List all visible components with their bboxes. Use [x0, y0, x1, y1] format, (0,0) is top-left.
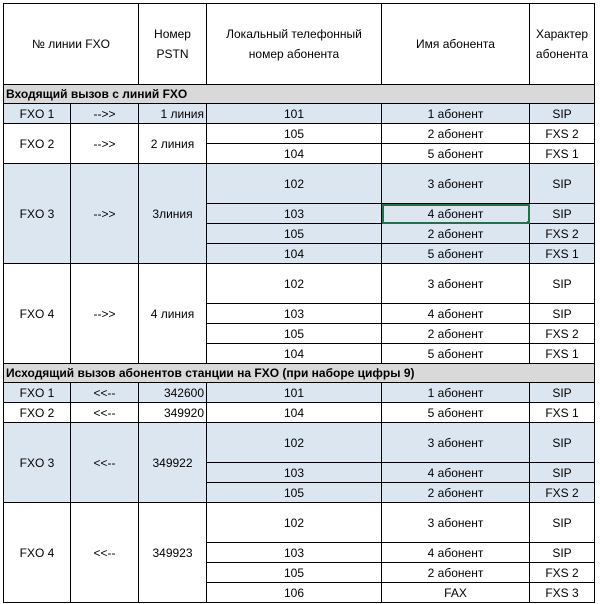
local-number-cell[interactable]: 104	[207, 403, 382, 423]
subscriber-type-cell[interactable]: FXS 1	[530, 344, 595, 364]
subscriber-name-cell[interactable]: 1 абонент	[382, 383, 530, 403]
fxo-routing-table	[3, 3, 595, 603]
header-row	[4, 4, 595, 85]
local-number-cell[interactable]: 101	[207, 383, 382, 403]
local-number-cell[interactable]: 102	[207, 164, 382, 204]
subscriber-name-cell[interactable]: 4 абонент	[382, 463, 530, 483]
local-number-cell[interactable]: 104	[207, 344, 382, 364]
subscriber-name-cell[interactable]: 4 абонент	[382, 304, 530, 324]
pstn-cell[interactable]: 2 линия	[139, 124, 207, 164]
section-title[interactable]: Входящий вызов с линий FXO	[4, 85, 595, 104]
subscriber-name-cell[interactable]: 3 абонент	[382, 264, 530, 304]
section-row	[4, 85, 595, 104]
table-row	[4, 104, 595, 124]
local-number-cell[interactable]: 103	[207, 543, 382, 563]
fxo-line-cell[interactable]: FXO 2	[4, 124, 71, 164]
local-number-cell[interactable]: 103	[207, 304, 382, 324]
local-number-cell[interactable]: 106	[207, 583, 382, 603]
direction-cell[interactable]: -->>	[71, 124, 139, 164]
subscriber-name-cell[interactable]: 2 абонент	[382, 563, 530, 583]
local-number-cell[interactable]: 105	[207, 483, 382, 503]
pstn-cell[interactable]: 3линия	[139, 164, 207, 264]
header-subscriber-name[interactable]: Имя абонента	[382, 4, 530, 85]
local-number-cell[interactable]: 102	[207, 503, 382, 543]
table-row	[4, 164, 595, 204]
subscriber-name-cell[interactable]: 2 абонент	[382, 124, 530, 144]
header-local-number[interactable]: Локальный телефонный номер абонента	[207, 4, 382, 85]
local-number-cell[interactable]: 104	[207, 244, 382, 264]
local-number-cell[interactable]: 103	[207, 204, 382, 224]
subscriber-type-cell[interactable]: SIP	[530, 164, 595, 204]
subscriber-type-cell[interactable]: SIP	[530, 264, 595, 304]
local-number-cell[interactable]: 105	[207, 563, 382, 583]
subscriber-name-cell[interactable]: 5 абонент	[382, 403, 530, 423]
subscriber-name-cell[interactable]: FAX	[382, 583, 530, 603]
local-number-cell[interactable]: 105	[207, 224, 382, 244]
subscriber-name-cell[interactable]: 2 абонент	[382, 483, 530, 503]
subscriber-type-cell[interactable]: FXS 2	[530, 224, 595, 244]
local-number-cell[interactable]: 105	[207, 324, 382, 344]
subscriber-name-cell[interactable]: 5 абонент	[382, 144, 530, 164]
pstn-cell[interactable]: 349923	[139, 503, 207, 603]
subscriber-type-cell[interactable]: SIP	[530, 204, 595, 224]
subscriber-name-cell[interactable]: 2 абонент	[382, 324, 530, 344]
subscriber-name-cell[interactable]: 1 абонент	[382, 104, 530, 124]
subscriber-type-cell[interactable]: SIP	[530, 304, 595, 324]
subscriber-type-cell[interactable]: FXS 1	[530, 244, 595, 264]
direction-cell[interactable]: <<--	[71, 423, 139, 503]
header-fxo-line[interactable]: № линии FXO	[4, 4, 139, 85]
pstn-cell[interactable]: 349922	[139, 423, 207, 503]
direction-cell[interactable]: <<--	[71, 503, 139, 603]
table-row	[4, 124, 595, 144]
subscriber-name-cell[interactable]: 3 абонент	[382, 164, 530, 204]
section-row	[4, 364, 595, 383]
fxo-line-cell[interactable]: FXO 4	[4, 503, 71, 603]
subscriber-type-cell[interactable]: FXS 1	[530, 144, 595, 164]
section-title[interactable]: Исходящий вызов абонентов станции на FXO (при наборе цифры 9)	[4, 364, 595, 383]
direction-cell[interactable]: -->>	[71, 104, 139, 124]
local-number-cell[interactable]: 102	[207, 423, 382, 463]
table-row	[4, 423, 595, 463]
subscriber-name-cell[interactable]: 5 абонент	[382, 344, 530, 364]
subscriber-type-cell[interactable]: SIP	[530, 503, 595, 543]
local-number-cell[interactable]: 105	[207, 124, 382, 144]
fxo-line-cell[interactable]: FXO 1	[4, 104, 71, 124]
subscriber-type-cell[interactable]: SIP	[530, 104, 595, 124]
fxo-line-cell[interactable]: FXO 2	[4, 403, 71, 423]
subscriber-type-cell[interactable]: FXS 2	[530, 563, 595, 583]
fxo-line-cell[interactable]: FXO 3	[4, 423, 71, 503]
subscriber-name-cell[interactable]: 3 абонент	[382, 423, 530, 463]
local-number-cell[interactable]: 101	[207, 104, 382, 124]
direction-cell[interactable]: -->>	[71, 264, 139, 364]
fxo-line-cell[interactable]: FXO 3	[4, 164, 71, 264]
subscriber-type-cell[interactable]: FXS 2	[530, 483, 595, 503]
table-body	[4, 4, 595, 603]
subscriber-name-cell[interactable]: 4 абонент	[382, 204, 530, 224]
direction-cell[interactable]: <<--	[71, 383, 139, 403]
local-number-cell[interactable]: 104	[207, 144, 382, 164]
pstn-cell[interactable]: 4 линия	[139, 264, 207, 364]
header-subscriber-type[interactable]: Характер абонента	[530, 4, 595, 85]
subscriber-type-cell[interactable]: SIP	[530, 543, 595, 563]
local-number-cell[interactable]: 103	[207, 463, 382, 483]
pstn-cell[interactable]: 349920	[139, 403, 207, 423]
subscriber-type-cell[interactable]: FXS 3	[530, 583, 595, 603]
table-row	[4, 264, 595, 304]
header-pstn[interactable]: Номер PSTN	[139, 4, 207, 85]
subscriber-type-cell[interactable]: SIP	[530, 383, 595, 403]
subscriber-type-cell[interactable]: FXS 2	[530, 124, 595, 144]
local-number-cell[interactable]: 102	[207, 264, 382, 304]
subscriber-type-cell[interactable]: SIP	[530, 463, 595, 483]
subscriber-name-cell[interactable]: 5 абонент	[382, 244, 530, 264]
subscriber-name-cell[interactable]: 4 абонент	[382, 543, 530, 563]
subscriber-type-cell[interactable]: FXS 1	[530, 403, 595, 423]
table-row	[4, 383, 595, 403]
subscriber-name-cell[interactable]: 2 абонент	[382, 224, 530, 244]
pstn-cell[interactable]: 1 линия	[139, 104, 207, 124]
subscriber-type-cell[interactable]: SIP	[530, 423, 595, 463]
table-row	[4, 503, 595, 543]
direction-cell[interactable]: -->>	[71, 164, 139, 264]
subscriber-name-cell[interactable]: 3 абонент	[382, 503, 530, 543]
direction-cell[interactable]: <<--	[71, 403, 139, 423]
fxo-line-cell[interactable]: FXO 4	[4, 264, 71, 364]
fxo-line-cell[interactable]: FXO 1	[4, 383, 71, 403]
table-row	[4, 403, 595, 423]
pstn-cell[interactable]: 342600	[139, 383, 207, 403]
subscriber-type-cell[interactable]: FXS 2	[530, 324, 595, 344]
